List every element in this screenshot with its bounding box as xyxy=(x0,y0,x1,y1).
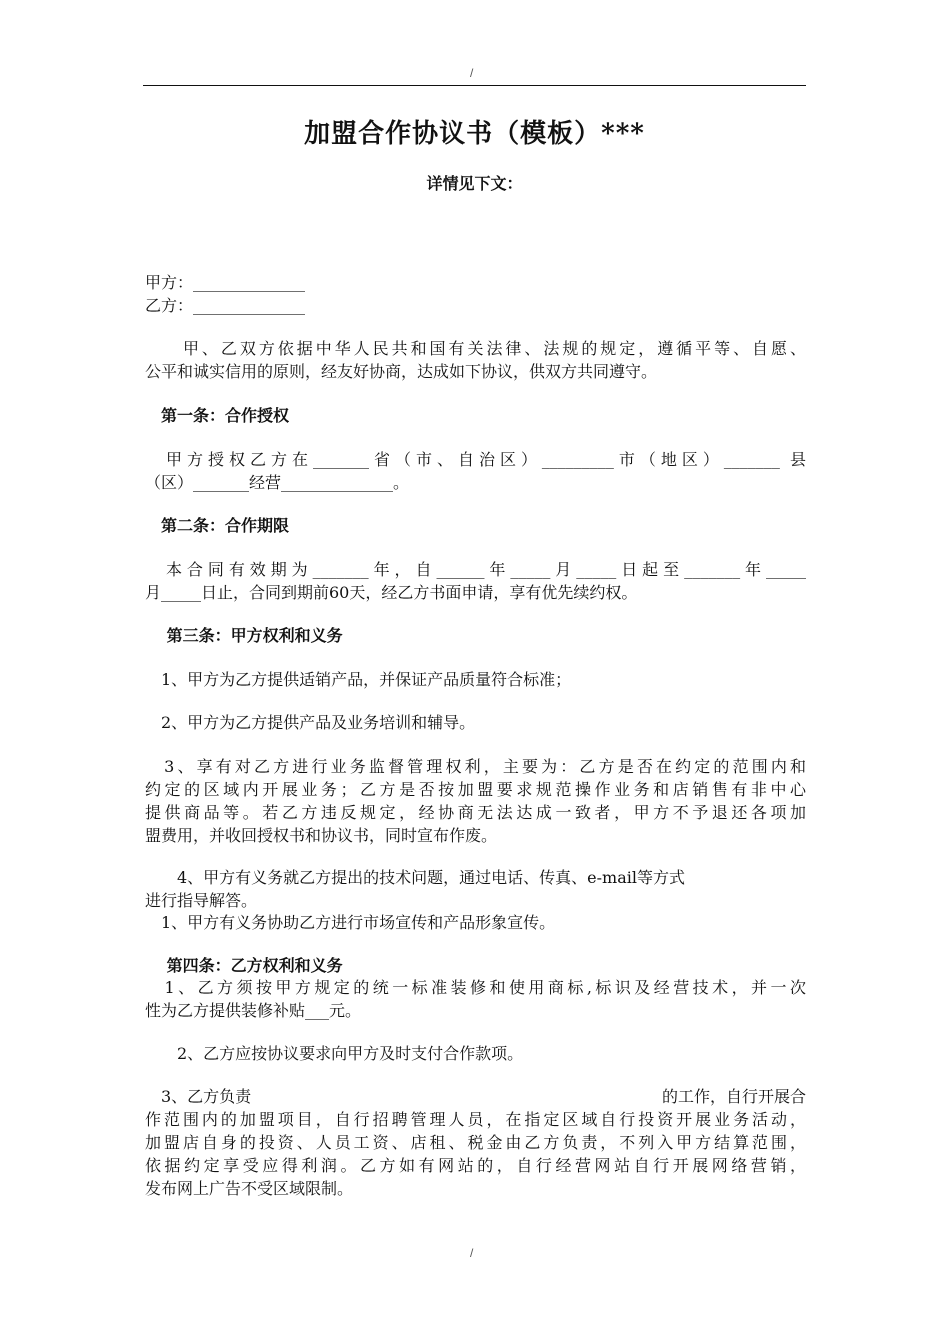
article-4-item-3-line-2: 作范围内的加盟项目，自行招聘管理人员，在指定区域自行投资开展业务活动， xyxy=(145,1110,806,1129)
article-1-heading: 第一条：合作授权 xyxy=(145,406,290,425)
article-3-item-3-line-4: 盟费用，并收回授权书和协议书，同时宣布作废。 xyxy=(145,826,498,845)
document-subtitle: 详情见下文： xyxy=(426,174,523,193)
article-4-item-3-lead: 3、乙方负责 xyxy=(145,1087,252,1106)
header-rule xyxy=(143,85,806,86)
header-mark: / xyxy=(470,66,474,80)
article-3-heading: 第三条：甲方权利和义务 xyxy=(145,626,343,645)
article-4-heading: 第四条：乙方权利和义务 xyxy=(145,956,343,975)
article-3-item-3-line-3: 提供商品等。若乙方违反规定，经协商无法达成一致者，甲方不予退还各项加 xyxy=(145,803,806,822)
article-3-item-2: 2、甲方为乙方提供产品及业务培训和辅导。 xyxy=(145,713,476,732)
article-3-item-4-line-1: 4、甲方有义务就乙方提出的技术问题，通过电话、传真、e-mail等方式 xyxy=(145,868,686,887)
document-title: 加盟合作协议书（模板）*** xyxy=(304,119,645,149)
intro-line-2: 公平和诚实信用的原则，经友好协商，达成如下协议，供双方共同遵守。 xyxy=(145,362,658,381)
article-2-line-2: 月_____日止，合同到期前60天，经乙方书面申请，享有优先续约权。 xyxy=(145,583,638,602)
article-3-item-3-line-2: 约定的区域内开展业务；乙方是否按加盟要求规范操作业务和店销售有非中心 xyxy=(145,780,806,799)
party-b-line: 乙方：______________ xyxy=(145,296,306,315)
article-1-line-1: 甲方授权乙方在_______省（市、自治区）_________市（地区）_______ 县 xyxy=(145,450,806,469)
article-4-item-3-tail: 的工作，自行开展合 xyxy=(661,1087,806,1106)
article-3-item-4-line-2: 进行指导解答。 xyxy=(145,891,258,910)
article-1-line-2: （区）_______经营______________。 xyxy=(145,473,410,492)
article-4-item-2: 2、乙方应按协议要求向甲方及时支付合作款项。 xyxy=(145,1044,524,1063)
article-4-item-3-line-1 xyxy=(145,1085,806,1108)
article-2-line-1: 本合同有效期为_______年，自______年_____月_____日起至_______年_____ xyxy=(145,560,806,579)
article-3-item-1: 1、甲方为乙方提供适销产品，并保证产品质量符合标准； xyxy=(145,670,572,689)
article-3-item-5: 1、甲方有义务协助乙方进行市场宣传和产品形象宣传。 xyxy=(145,913,556,932)
party-a-line: 甲方：______________ xyxy=(145,273,306,292)
article-3-item-3-line-1: 3、享有对乙方进行业务监督管理权利，主要为：乙方是否在约定的范围内和 xyxy=(145,757,806,776)
article-2-heading: 第二条：合作期限 xyxy=(145,516,290,535)
footer-mark: / xyxy=(470,1246,474,1260)
article-4-item-3-line-3: 加盟店自身的投资、人员工资、店租、税金由乙方负责，不列入甲方结算范围， xyxy=(145,1133,806,1152)
article-4-item-3-line-5: 发布网上广告不受区域限制。 xyxy=(145,1179,354,1198)
article-4-item-1-line-2: 性为乙方提供装修补贴___元。 xyxy=(145,1001,362,1020)
article-4-item-3-line-4: 依据约定享受应得利润。乙方如有网站的，自行经营网站自行开展网络营销， xyxy=(145,1156,806,1175)
article-4-item-1-line-1: 1、乙方须按甲方规定的统一标准装修和使用商标,标识及经营技术，并一次 xyxy=(145,978,806,997)
intro-line-1: 甲、乙双方依据中华人民共和国有关法律、法规的规定，遵循平等、自愿、 xyxy=(145,339,806,358)
